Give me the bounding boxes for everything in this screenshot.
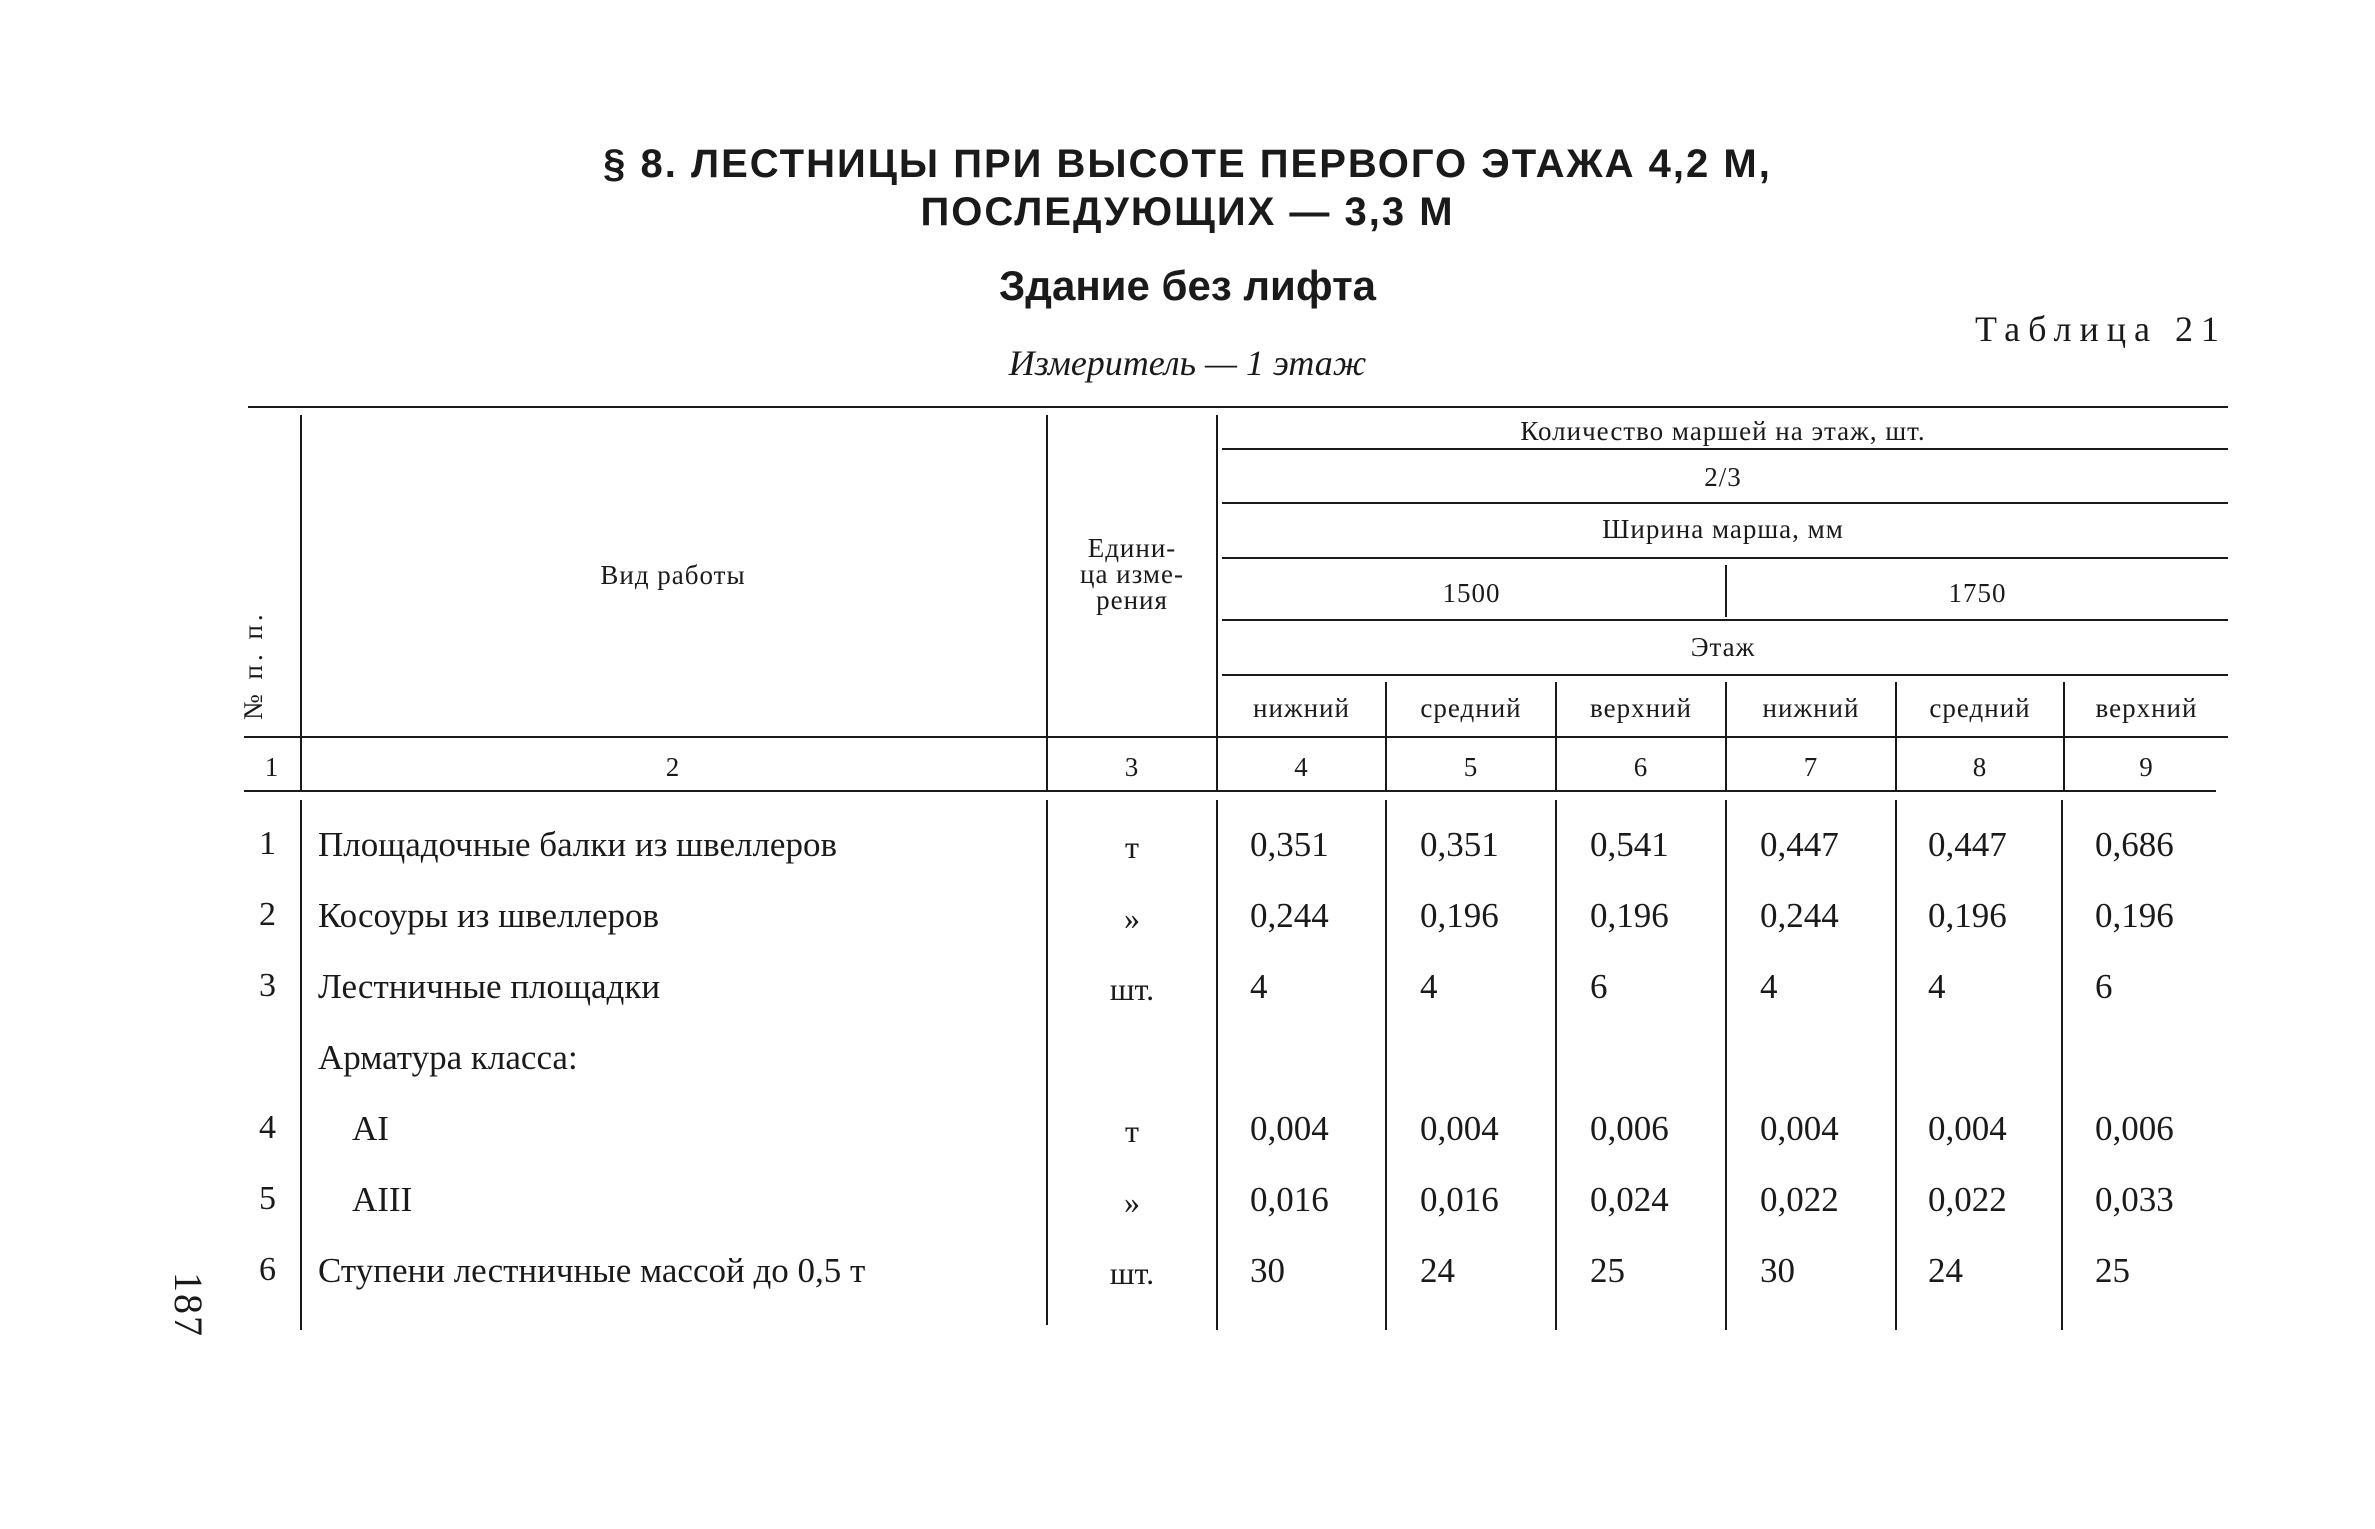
rule-width-values	[1222, 619, 2228, 621]
row-value: 0,447	[1760, 825, 1839, 864]
row-value: 0,024	[1590, 1180, 1669, 1219]
row-value: 0,447	[1928, 825, 2007, 864]
header-floor-lower-2: нижний	[1762, 693, 1860, 723]
row-value: 0,351	[1250, 825, 1329, 864]
row-unit: »	[1124, 900, 1140, 936]
header-flights-per-floor: Количество маршей на этаж, шт.	[1520, 416, 1926, 446]
row-work-name: Площадочные балки из швеллеров	[318, 825, 837, 864]
rule-floor	[1222, 674, 2228, 676]
row-work-name: Ступени лестничные массой до 0,5 т	[318, 1251, 866, 1290]
header-floor-middle-1: средний	[1420, 693, 1522, 723]
row-value: 0,004	[1760, 1109, 1839, 1148]
row-work-name: AI	[352, 1109, 389, 1148]
header-floor-middle-2: средний	[1929, 693, 2031, 723]
row-value: 0,006	[1590, 1109, 1669, 1148]
colnum-1: 1	[264, 752, 280, 782]
row-value: 0,022	[1928, 1180, 2007, 1219]
row-value: 0,351	[1420, 825, 1499, 864]
row-value: 25	[2095, 1251, 2130, 1290]
body-divider-2	[1046, 800, 1048, 1325]
colnum-2: 2	[665, 752, 681, 782]
row-value: 0,244	[1760, 896, 1839, 935]
header-unit-line2: ца изме-	[1080, 559, 1184, 589]
colnum-3: 3	[1124, 752, 1140, 782]
body-divider-3	[1216, 800, 1218, 1330]
row-value: 0,686	[2095, 825, 2174, 864]
colnum-8: 8	[1972, 752, 1988, 782]
row-number: 1	[259, 825, 276, 862]
colnum-7: 7	[1803, 752, 1819, 782]
row-value: 4	[1928, 967, 1946, 1006]
header-unit	[1048, 535, 1216, 613]
row-value: 0,006	[2095, 1109, 2174, 1148]
section-title-line1: § 8. ЛЕСТНИЦЫ ПРИ ВЫСОТЕ ПЕРВОГО ЭТАЖА 4,2 М,	[603, 142, 1772, 186]
header-row-number: № п. п.	[238, 610, 268, 720]
header-unit-line1: Едини-	[1087, 533, 1177, 563]
row-value: 0,196	[1590, 896, 1669, 935]
row-unit: шт.	[1109, 971, 1155, 1007]
row-value: 24	[1420, 1251, 1455, 1290]
body-divider-8	[2061, 800, 2063, 1330]
header-width-1500: 1500	[1442, 578, 1501, 608]
row-number: 2	[259, 896, 276, 933]
body-divider-6	[1725, 800, 1727, 1330]
rule-flights	[1222, 448, 2228, 450]
col-divider-1	[300, 415, 302, 790]
row-value: 0,196	[1420, 896, 1499, 935]
row-unit: шт.	[1109, 1255, 1155, 1291]
header-floor-upper-2: верхний	[2095, 693, 2198, 723]
row-unit: т	[1125, 1113, 1139, 1149]
row-value: 0,541	[1590, 825, 1669, 864]
body-divider-1	[300, 800, 302, 1330]
colnum-4: 4	[1294, 752, 1309, 782]
subtitle: Здание без лифта	[998, 262, 1376, 309]
header-floor: Этаж	[1690, 632, 1756, 662]
colnum-5: 5	[1463, 752, 1479, 782]
header-width-1750: 1750	[1948, 578, 2007, 608]
body-divider-4	[1385, 800, 1387, 1330]
row-value: 0,033	[2095, 1180, 2174, 1219]
row-number: 4	[259, 1109, 276, 1146]
header-floor-lower-1: нижний	[1253, 693, 1350, 723]
row-value: 4	[1760, 967, 1778, 1006]
colnum-6: 6	[1633, 752, 1649, 782]
row-value: 24	[1928, 1251, 1963, 1290]
body-divider-5	[1555, 800, 1557, 1330]
table-top-rule	[248, 406, 2228, 408]
body-divider-7	[1895, 800, 1897, 1330]
row-number: 3	[259, 967, 276, 1004]
row-value: 0,004	[1420, 1109, 1499, 1148]
row-value: 0,022	[1760, 1180, 1839, 1219]
row-unit: т	[1125, 829, 1139, 865]
row-value: 4	[1420, 967, 1438, 1006]
header-floor-upper-1: верхний	[1590, 693, 1692, 723]
row-number: 6	[259, 1251, 276, 1288]
row-number: 5	[259, 1180, 276, 1217]
rule-colnums-bottom	[244, 790, 2216, 792]
measure-unit: Измеритель — 1 этаж	[1008, 343, 1367, 383]
row-value: 25	[1590, 1251, 1625, 1290]
header-flight-width: Ширина марша, мм	[1602, 514, 1844, 544]
row-work-name: AIII	[352, 1180, 413, 1219]
row-work-name: Косоуры из швеллеров	[318, 896, 660, 935]
rule-width	[1222, 557, 2228, 559]
header-flights-value: 2/3	[1704, 462, 1742, 492]
row-value: 30	[1250, 1251, 1285, 1290]
row-value: 0,016	[1420, 1180, 1499, 1219]
row-work-name: Лестничные площадки	[318, 967, 661, 1006]
rule-colnums-top	[244, 736, 2228, 738]
row-value: 6	[1590, 967, 1608, 1006]
header-work: Вид работы	[600, 560, 746, 590]
section-title-line2: ПОСЛЕДУЮЩИХ — 3,3 М	[920, 190, 1455, 234]
colnum-9: 9	[2139, 752, 2154, 782]
row-value: 0,004	[1928, 1109, 2007, 1148]
row-value: 30	[1760, 1251, 1795, 1290]
row-value: 0,004	[1250, 1109, 1329, 1148]
row-value: 0,244	[1250, 896, 1329, 935]
row-value: 6	[2095, 967, 2113, 1006]
page-number: 187	[166, 1272, 211, 1338]
row-value: 0,196	[2095, 896, 2174, 935]
rule-flights-value	[1222, 502, 2228, 504]
row-unit: »	[1124, 1184, 1140, 1220]
row-work-name: Арматура класса:	[318, 1038, 578, 1077]
row-value: 0,016	[1250, 1180, 1329, 1219]
row-value: 0,196	[1928, 896, 2007, 935]
header-unit-line3: рения	[1096, 585, 1168, 615]
table-label: Таблица 21	[1975, 309, 2227, 349]
row-value: 4	[1250, 967, 1268, 1006]
